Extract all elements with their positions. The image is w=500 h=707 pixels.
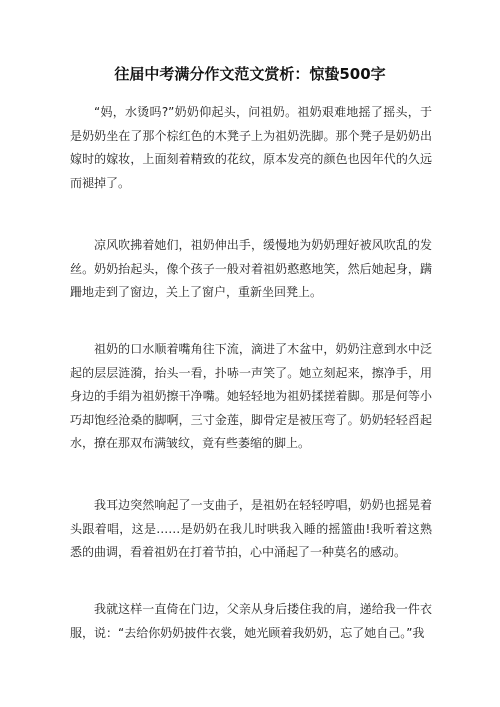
paragraph: “妈，水烫吗?”奶奶仰起头，问祖奶。祖奶艰难地摇了摇头，于是奶奶坐在了那个棕红色的木凳子上为祖奶洗脚。那个凳子是奶奶出嫁时的嫁妆，上面刻着精致的花纹，原本发亮的颜色也因年代的久远而褪掉了。 — [70, 105, 432, 190]
paragraph: 凉风吹拂着她们，祖奶伸出手，缓慢地为奶奶理好被风吹乱的发丝。奶奶抬起头，像个孩子一般对着祖奶憨憨地笑，然后她起身，蹒跚地走到了窗边，关上了窗户，重新坐回凳上。 — [70, 238, 432, 299]
page-title: 往届中考满分作文范文赏析：惊蛰500字 — [114, 65, 386, 83]
paragraph: 我耳边突然响起了一支曲子，是祖奶在轻轻哼唱，奶奶也摇晃着头跟着唱，这是……是奶奶在我儿时哄我入睡的摇篮曲!我听着这熟悉的曲调，看着祖奶在打着节拍，心中涌起了一种莫名的感动。 — [70, 498, 432, 559]
paragraph: 祖奶的口水顺着嘴角往下流，滴进了木盆中，奶奶注意到水中泛起的层层涟漪，抬头一看，扑哧一声笑了。她立刻起来，擦净手，用身边的手绢为祖奶擦干净嘴。她轻轻地为祖奶揉搓着脚。那是何等小巧却饱经沧桑的脚啊，三寸金莲，脚骨定是被压弯了。奶奶轻轻舀起水，撩在那双布满皱纹，竟有些萎缩的脚上。 — [70, 342, 432, 450]
paragraph: 我就这样一直倚在门边，父亲从身后搂住我的肩，递给我一件衣服，说：“去给你奶奶披件衣裳，她光顾着我奶奶，忘了她自己。”我 — [70, 602, 432, 640]
